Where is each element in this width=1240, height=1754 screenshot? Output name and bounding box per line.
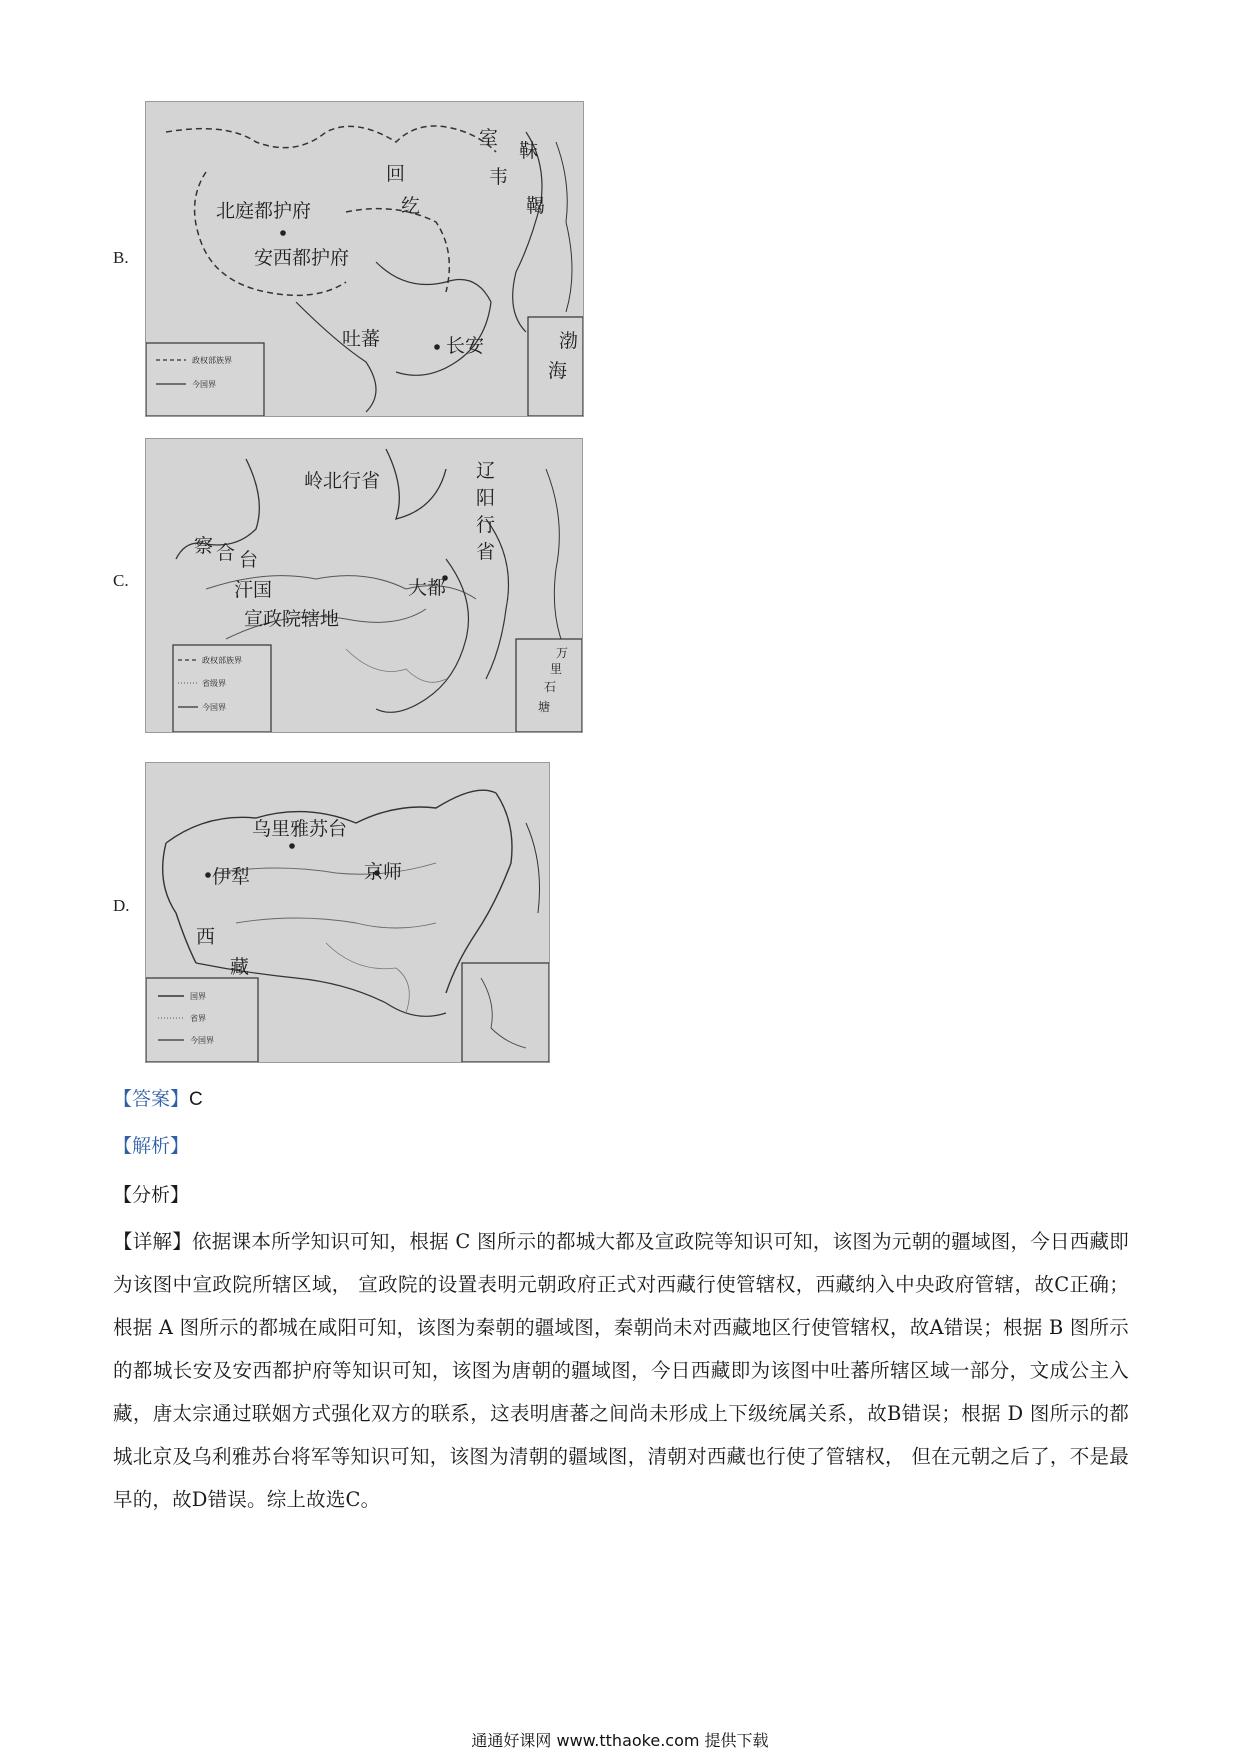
map-b-label-bo: 渤 [559,330,579,352]
changan-dot [434,344,440,350]
page-footer: 通通好课网 www.tthaoke.com 提供下载 [471,1731,769,1750]
map-b-label-wei: 韦 [489,166,509,188]
map-b-label-hui: 回 [386,163,406,185]
map-b-label-changan: 长安 [446,335,485,357]
yili-dot [205,872,211,878]
map-b-label-anxi: 安西都护府 [254,247,350,269]
map-c-label-liao: 辽 [476,460,496,482]
map-b-label-beiting: 北庭都护府 [216,200,312,222]
map-b-legend-1: 今国界 [192,380,216,389]
analysis-label-text: 【解析】 [113,1135,190,1157]
map-d-label-yili: 伊犁 [212,866,251,888]
map-c-yuan [145,438,583,733]
map-b-label-hai: 海 [548,360,568,382]
map-c-label-li: 里 [550,662,563,676]
map-d-legend-1: 省界 [190,1014,206,1023]
map-d-qing [145,762,550,1063]
map-b-tang [145,101,584,417]
fenxi-label [113,1180,189,1207]
analysis-label [113,1131,189,1158]
map-d-label-jingshi: 京师 [364,861,403,883]
map-c-label-xing: 行 [476,514,496,536]
map-c-legend-0: 政权部族界 [202,656,242,665]
map-c-legend-1: 省级界 [202,679,226,688]
map-b-legend-0: 政权部族界 [192,356,232,365]
map-d-label-uliastai: 乌里雅苏台 [252,818,348,840]
map-c-label-he: 合 [216,542,236,564]
option-c-letter: C. [113,571,129,590]
answer-value: C [189,1089,203,1110]
map-c-label-hanguo: 汗国 [234,579,273,601]
map-c-label-wan: 万 [556,646,569,660]
map-b-label-he: 鞨 [526,195,546,217]
map-b-label-mo: 靺 [519,140,539,162]
map-b-label-tubo: 吐蕃 [342,328,381,350]
fenxi-label-text: 【分析】 [113,1184,190,1206]
map-d-label-zang: 藏 [230,956,250,978]
map-c-label-sheng: 省 [476,541,496,563]
map-c-legend-2: 今国界 [202,703,226,712]
beiting-dot [280,230,286,236]
answer-label: 【答案】 [113,1088,190,1110]
map-d-legend-2: 今国界 [190,1036,214,1045]
answer-line [113,1084,203,1111]
map-c-label-yang: 阳 [476,487,496,509]
option-b-letter: B. [113,248,129,267]
map-c-label-shi: 石 [544,680,557,694]
uliastai-dot [289,843,295,849]
map-b-label-he2: 纥 [401,195,421,217]
map-c-label-tai: 台 [239,549,259,571]
detail-paragraph: 【详解】依据课本所学知识可知，根据 C 图所示的都城大都及宣政院等知识可知，该图为元朝的疆域图，今日西藏即为该图中宣政院所辖区域， 宣政院的设置表明元朝政府正式对西藏行使管辖权，西藏纳入中央政府管辖，故C正确；根据 A 图所示的都城在咸阳可知，该图为秦朝的疆域图，秦朝尚未对西藏地区行使管辖权，故A错误；根据 B 图所示的都城长安及安西都护府等知识可知，该图为唐朝的疆域图，今日西藏即为该图中吐蕃所辖区域一部分，文成公主入藏，唐太宗通过联姻方式强化双方的联系，这表明唐蕃之间尚未形成上下级统属关系，故B错误；根据 D 图所示的都城北京及乌利雅苏台将军等知识可知，该图为清朝的疆域图，清朝对西藏也行使了管辖权， 但在元朝之后了，不是最早的，故D错误。综上故选C。 [113,1230,1129,1511]
option-d-letter: D. [113,896,130,915]
map-c-label-cha: 察 [194,535,214,557]
map-c-label-lingbei: 岭北行省 [304,470,381,492]
map-b-label-shi: 室 [479,127,499,149]
map-d-label-xi: 西 [196,926,216,948]
map-d-legend-0: 国界 [190,992,206,1001]
map-c-label-tang: 塘 [538,700,551,714]
map-c-label-dadu: 大都 [408,577,447,599]
map-c-label-xuanzheng: 宣政院辖地 [244,608,340,630]
